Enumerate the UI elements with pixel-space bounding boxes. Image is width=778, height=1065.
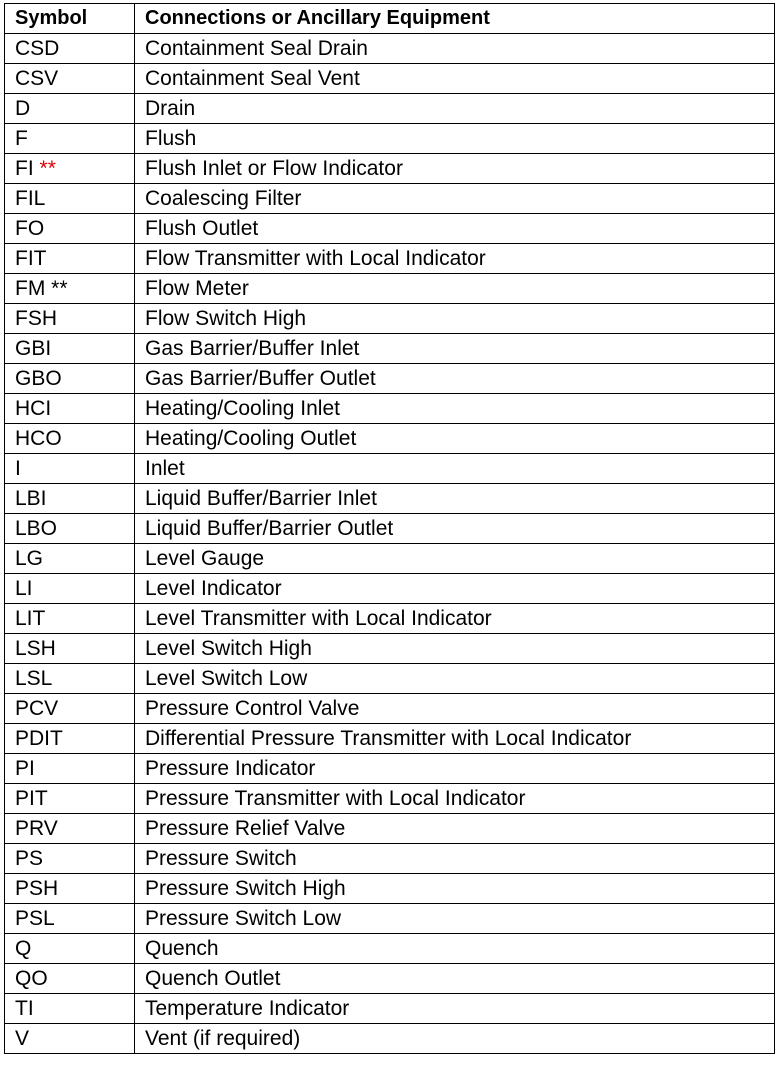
symbol-text: HCO — [15, 427, 62, 450]
table-row — [5, 874, 775, 904]
description-cell: Flush Outlet — [135, 214, 775, 244]
table-row — [5, 814, 775, 844]
table-row — [5, 94, 775, 124]
description-cell: Pressure Relief Valve — [135, 814, 775, 844]
symbol-text: F — [15, 127, 28, 150]
symbol-text: QO — [15, 967, 48, 990]
table-row — [5, 244, 775, 274]
description-cell: Level Switch High — [135, 634, 775, 664]
symbol-cell — [5, 844, 135, 874]
description-cell: Level Gauge — [135, 544, 775, 574]
table-header-row — [5, 4, 775, 34]
symbol-cell — [5, 124, 135, 154]
symbol-cell — [5, 604, 135, 634]
table-row — [5, 694, 775, 724]
symbol-text: LBI — [15, 487, 47, 510]
description-cell: Flow Meter — [135, 274, 775, 304]
table-row — [5, 364, 775, 394]
symbol-text: GBO — [15, 367, 62, 390]
description-cell: Temperature Indicator — [135, 994, 775, 1024]
symbol-cell — [5, 874, 135, 904]
symbol-text: CSD — [15, 37, 60, 60]
header-description: Connections or Ancillary Equipment — [135, 4, 775, 34]
table-row — [5, 484, 775, 514]
table-row — [5, 64, 775, 94]
symbol-text: LSL — [15, 667, 53, 690]
description-cell: Containment Seal Drain — [135, 34, 775, 64]
table-row — [5, 454, 775, 484]
symbol-text: LG — [15, 547, 44, 570]
symbol-text: PIT — [15, 787, 48, 810]
table-row — [5, 904, 775, 934]
symbol-cell — [5, 724, 135, 754]
symbol-text: LSH — [15, 637, 56, 660]
description-cell: Level Transmitter with Local Indicator — [135, 604, 775, 634]
description-cell: Heating/Cooling Inlet — [135, 394, 775, 424]
symbol-cell — [5, 364, 135, 394]
table-row — [5, 394, 775, 424]
symbol-text: HCI — [15, 397, 52, 420]
symbol-text: V — [15, 1027, 30, 1050]
table-row — [5, 334, 775, 364]
symbol-cell — [5, 334, 135, 364]
description-cell: Gas Barrier/Buffer Outlet — [135, 364, 775, 394]
description-cell: Pressure Indicator — [135, 754, 775, 784]
symbol-cell — [5, 64, 135, 94]
table-row — [5, 214, 775, 244]
symbol-text: FM — [15, 277, 46, 300]
symbol-cell — [5, 574, 135, 604]
description-cell: Pressure Switch High — [135, 874, 775, 904]
table-row — [5, 34, 775, 64]
symbol-cell — [5, 244, 135, 274]
description-cell: Coalescing Filter — [135, 184, 775, 214]
symbol-cell — [5, 934, 135, 964]
table-row — [5, 544, 775, 574]
table-row — [5, 154, 775, 184]
table-row — [5, 784, 775, 814]
description-cell: Containment Seal Vent — [135, 64, 775, 94]
symbol-text: LI — [15, 577, 33, 600]
table-row — [5, 184, 775, 214]
symbol-text: LBO — [15, 517, 58, 540]
description-cell: Vent (if required) — [135, 1024, 775, 1054]
symbol-text: PSH — [15, 877, 59, 900]
description-cell: Inlet — [135, 454, 775, 484]
symbol-text: D — [15, 97, 31, 120]
symbol-text: FI — [15, 157, 34, 180]
description-cell: Liquid Buffer/Barrier Inlet — [135, 484, 775, 514]
description-cell: Flow Switch High — [135, 304, 775, 334]
symbol-table — [4, 3, 775, 1054]
symbol-text: PRV — [15, 817, 58, 840]
symbol-text: TI — [15, 997, 34, 1020]
table-row — [5, 934, 775, 964]
description-cell: Flow Transmitter with Local Indicator — [135, 244, 775, 274]
symbol-cell — [5, 964, 135, 994]
symbol-cell — [5, 394, 135, 424]
table-row — [5, 994, 775, 1024]
symbol-cell — [5, 754, 135, 784]
symbol-text: FSH — [15, 307, 57, 330]
symbol-cell — [5, 184, 135, 214]
symbol-text: Q — [15, 937, 32, 960]
footnote-mark: ** — [39, 157, 56, 180]
description-cell: Level Indicator — [135, 574, 775, 604]
description-cell: Flush Inlet or Flow Indicator — [135, 154, 775, 184]
description-cell: Level Switch Low — [135, 664, 775, 694]
symbol-text: PS — [15, 847, 44, 870]
symbol-cell — [5, 634, 135, 664]
symbol-text: FO — [15, 217, 45, 240]
symbol-cell — [5, 514, 135, 544]
symbol-cell — [5, 904, 135, 934]
description-cell: Quench — [135, 934, 775, 964]
table-row — [5, 964, 775, 994]
description-cell: Heating/Cooling Outlet — [135, 424, 775, 454]
table-row — [5, 844, 775, 874]
symbol-cell — [5, 274, 135, 304]
table-row — [5, 274, 775, 304]
symbol-cell — [5, 94, 135, 124]
symbol-text: PCV — [15, 697, 59, 720]
symbol-cell — [5, 664, 135, 694]
symbol-cell — [5, 214, 135, 244]
symbol-text: I — [15, 457, 21, 480]
symbol-text: FIL — [15, 187, 46, 210]
symbol-cell — [5, 1024, 135, 1054]
symbol-text: PDIT — [15, 727, 63, 750]
table-row — [5, 604, 775, 634]
table-row — [5, 514, 775, 544]
description-cell: Pressure Switch Low — [135, 904, 775, 934]
table-row — [5, 124, 775, 154]
symbol-text: PI — [15, 757, 35, 780]
table-row — [5, 754, 775, 784]
description-cell: Drain — [135, 94, 775, 124]
header-symbol: Symbol — [5, 4, 135, 34]
description-cell: Flush — [135, 124, 775, 154]
description-cell: Pressure Control Valve — [135, 694, 775, 724]
description-cell: Pressure Transmitter with Local Indicator — [135, 784, 775, 814]
symbol-text: FIT — [15, 247, 47, 270]
table-row — [5, 424, 775, 454]
table-row — [5, 724, 775, 754]
description-cell: Liquid Buffer/Barrier Outlet — [135, 514, 775, 544]
symbol-text: CSV — [15, 67, 59, 90]
description-cell: Quench Outlet — [135, 964, 775, 994]
table-row — [5, 574, 775, 604]
symbol-cell — [5, 694, 135, 724]
table-row — [5, 664, 775, 694]
symbol-cell — [5, 814, 135, 844]
footnote-mark: ** — [51, 277, 68, 300]
table-row — [5, 1024, 775, 1054]
description-cell: Pressure Switch — [135, 844, 775, 874]
symbol-cell — [5, 484, 135, 514]
symbol-cell — [5, 424, 135, 454]
symbol-cell — [5, 454, 135, 484]
table-row — [5, 634, 775, 664]
symbol-cell — [5, 34, 135, 64]
symbol-text: LIT — [15, 607, 46, 630]
symbol-cell — [5, 154, 135, 184]
description-cell: Differential Pressure Transmitter with Local Indicator — [135, 724, 775, 754]
symbol-cell — [5, 784, 135, 814]
symbol-cell — [5, 544, 135, 574]
table-body — [5, 34, 775, 1054]
symbol-cell — [5, 994, 135, 1024]
table-row — [5, 304, 775, 334]
symbol-cell — [5, 304, 135, 334]
description-cell: Gas Barrier/Buffer Inlet — [135, 334, 775, 364]
symbol-text: GBI — [15, 337, 52, 360]
symbol-text: PSL — [15, 907, 55, 930]
